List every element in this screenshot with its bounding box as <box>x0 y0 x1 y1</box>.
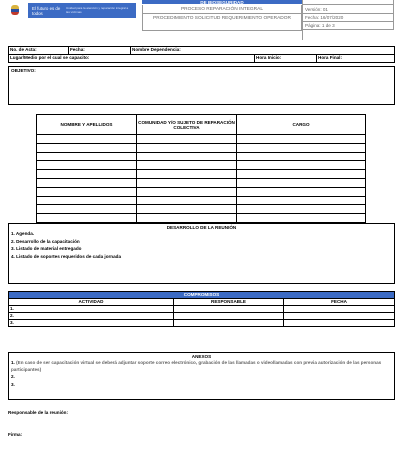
attendee-name-cell[interactable] <box>37 152 137 161</box>
document-header <box>6 0 394 40</box>
attendee-name-cell[interactable] <box>37 187 137 196</box>
compromiso-fecha[interactable] <box>284 313 395 320</box>
responsable-label: Responsable de la reunión: <box>8 410 68 415</box>
attendee-name-cell[interactable] <box>37 135 137 144</box>
compromiso-actividad[interactable]: 1. <box>9 306 174 313</box>
colombia-crest-icon <box>10 5 20 18</box>
agenda-item: 3. Listado de material entregado <box>11 246 82 251</box>
firma-label: Firma: <box>8 432 23 437</box>
col-actividad: ACTIVIDAD <box>9 299 174 306</box>
attendee-cargo-cell[interactable] <box>237 152 366 161</box>
attendee-cargo-cell[interactable] <box>237 170 366 179</box>
attendee-name-cell[interactable] <box>37 178 137 187</box>
procedure-name: PROCEDIMIENTO SOLICITUD REQUERIMIENTO OPERADOR <box>142 14 302 31</box>
agenda-item: 2. Desarrollo de la capacitación <box>11 238 80 244</box>
anexo-item: 2. <box>11 374 15 380</box>
agenda-item: 1. Agenda. <box>11 231 35 236</box>
attendee-cargo-cell[interactable] <box>237 187 366 196</box>
table-row <box>37 161 366 170</box>
compromiso-responsable[interactable] <box>174 306 284 313</box>
objetivo-label: OBJETIVO: <box>11 68 36 73</box>
table-row <box>37 143 366 152</box>
anexos-box <box>8 352 395 400</box>
attendee-community-cell[interactable] <box>137 214 237 223</box>
anexos-title: ANEXOS <box>191 354 212 359</box>
table-row <box>37 152 366 161</box>
attendee-community-cell[interactable] <box>137 152 237 161</box>
attendee-community-cell[interactable] <box>137 161 237 170</box>
col-comunidad: COMUNIDAD Y/O SUJETO DE REPARACIÓN COLECTIVA <box>137 115 237 135</box>
attendee-community-cell[interactable] <box>137 170 237 179</box>
logo-area <box>6 0 142 40</box>
desarrollo-title: DESARROLLO DE LA REUNIÓN <box>166 225 237 230</box>
compromiso-actividad[interactable]: 3. <box>9 320 174 327</box>
version-label: Versión: 01 <box>303 5 394 14</box>
header-center <box>142 0 302 40</box>
compromiso-fecha[interactable] <box>284 306 395 313</box>
attendee-community-cell[interactable] <box>137 135 237 144</box>
table-row <box>37 170 366 179</box>
anexo-item: 3. <box>11 381 15 387</box>
compromisos-title: COMPROMISOS <box>9 292 395 299</box>
attendee-name-cell[interactable] <box>37 196 137 205</box>
attendee-name-cell[interactable] <box>37 143 137 152</box>
hora-final-field[interactable]: Hora Final: <box>317 55 395 63</box>
attendee-name-cell[interactable] <box>37 170 137 179</box>
col-cargo: CARGO <box>237 115 366 135</box>
table-row <box>9 306 395 313</box>
anexo-item <box>9 359 394 373</box>
col-responsable: RESPONSABLE <box>174 299 284 306</box>
attendee-community-cell[interactable] <box>137 187 237 196</box>
attendee-community-cell[interactable] <box>137 205 237 214</box>
no-acta-field[interactable]: No. de Acta: <box>9 47 69 55</box>
table-row <box>37 135 366 144</box>
table-row <box>37 205 366 214</box>
col-fecha: FECHA <box>284 299 395 306</box>
date-label: Fecha: 16/07/2020 <box>303 14 394 22</box>
brand-title: El futuro es de todos <box>32 5 61 16</box>
table-row <box>9 320 395 327</box>
attendee-cargo-cell[interactable] <box>237 161 366 170</box>
brand-band <box>28 3 136 18</box>
compromiso-responsable[interactable] <box>174 313 284 320</box>
anexo-number: 1. <box>11 360 15 365</box>
attendee-cargo-cell[interactable] <box>237 135 366 144</box>
fecha-field[interactable]: Fecha: <box>69 47 131 55</box>
compromiso-actividad[interactable]: 2. <box>9 313 174 320</box>
desarrollo-box <box>8 223 395 284</box>
attendee-cargo-cell[interactable] <box>237 196 366 205</box>
attendee-name-cell[interactable] <box>37 214 137 223</box>
page-label: Página: 1 de 3 <box>303 22 394 30</box>
attendee-name-cell[interactable] <box>37 161 137 170</box>
table-row <box>9 313 395 320</box>
dependencia-field[interactable]: Nombre Dependencia: <box>131 47 395 55</box>
header-meta <box>302 0 394 40</box>
attendee-cargo-cell[interactable] <box>237 214 366 223</box>
acta-info-table <box>8 46 395 63</box>
objetivo-box[interactable] <box>8 66 395 105</box>
attendee-cargo-cell[interactable] <box>237 205 366 214</box>
hora-inicio-field[interactable]: Hora Inicio: <box>255 55 317 63</box>
attendee-cargo-cell[interactable] <box>237 143 366 152</box>
brand-subtitle: Unidad para la atención y reparación integral a las víctimas <box>66 6 129 14</box>
table-row <box>37 196 366 205</box>
header-band-title: DE BIOSEGURIDAD <box>142 0 302 5</box>
compromiso-fecha[interactable] <box>284 320 395 327</box>
compromisos-table <box>8 291 395 327</box>
agenda-item: 4. Listado de soportes requeridos de cada jornada <box>11 253 122 259</box>
attendance-table <box>36 114 366 223</box>
process-name: PROCESO REPARACIÓN INTEGRAL <box>142 5 302 14</box>
attendee-cargo-cell[interactable] <box>237 178 366 187</box>
attendee-community-cell[interactable] <box>137 143 237 152</box>
table-row <box>37 178 366 187</box>
lugar-field[interactable]: Lugar/Medio por el cual se capacito: <box>9 55 255 63</box>
col-nombre: NOMBRE Y APELLIDOS <box>37 115 137 135</box>
attendee-community-cell[interactable] <box>137 196 237 205</box>
attendee-community-cell[interactable] <box>137 178 237 187</box>
compromiso-responsable[interactable] <box>174 320 284 327</box>
table-row <box>37 214 366 223</box>
table-row <box>37 187 366 196</box>
anexo-note: (En caso de ser capacitación virtual se deberá adjuntar soporte correo electrónico, grabación de las llamadas o videollamadas con previa autorización de las personas participantes) <box>11 360 382 373</box>
attendee-name-cell[interactable] <box>37 205 137 214</box>
